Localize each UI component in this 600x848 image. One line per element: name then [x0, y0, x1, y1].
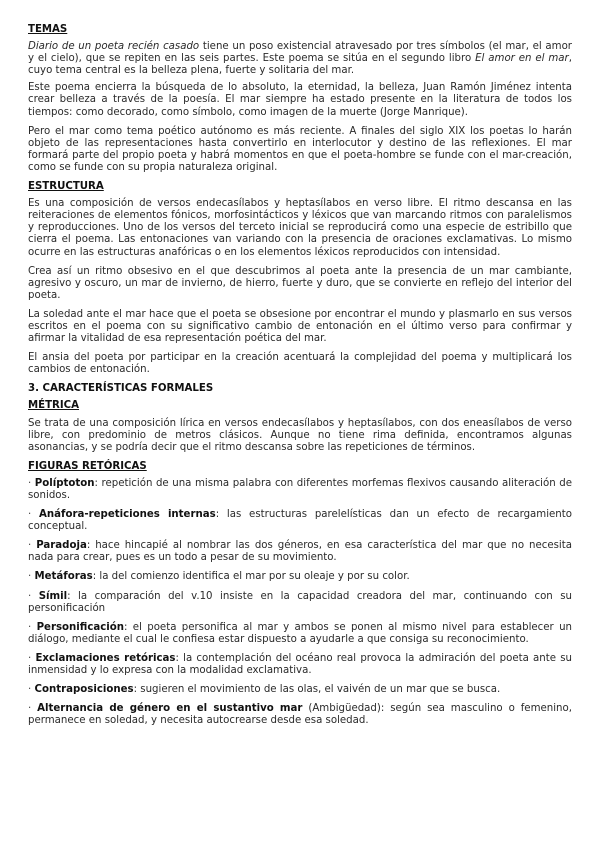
figure-description: : las estructuras parelelísticas dan un efecto de recargamiento conceptual.	[28, 509, 572, 533]
poem-book-title: Diario de un poeta recién casado	[28, 41, 200, 53]
figure-term: Personificación	[36, 621, 125, 633]
figure-description: : la del comienzo identifica el mar por su oleaje y por su color.	[92, 571, 410, 583]
list-item	[28, 591, 572, 615]
section-heading-metrica: MÉTRICA	[28, 400, 80, 412]
bullet-dot: ·	[28, 590, 32, 602]
bullet-dot: ·	[28, 652, 32, 664]
estructura-paragraph-1: Es una composición de versos endecasílabos y heptasílabos en verso libre. El ritmo descansa en las reiteraciones de elementos fónicos, morfosintácticos y léxicos que van marcando ritmos con paralelismos y reproducciones. Uno de los versos del terceto inicial se reproducirá como una especie de estribillo que cierra el poema. Las entonaciones van variando con la presencia de oraciones exclamativas. Lo mismo ocurre en las estructuras anafóricas o en los elementos léxicos reproducidos con intensidad.	[28, 198, 572, 258]
figure-description: : la comparación del v.10 insiste en la capacidad creadora del mar, continuando con su personificación	[28, 590, 572, 614]
figure-description: : sugieren el movimiento de las olas, el vaivén de un mar que se busca.	[133, 684, 501, 696]
section-heading-caracteristicas: 3. CARACTERÍSTICAS FORMALES	[28, 383, 214, 395]
temas-paragraph-3: Pero el mar como tema poético autónomo es más reciente. A finales del siglo XIX los poetas lo harán objeto de las representaciones hasta convertirlo en interlocutor y destino de las reflexiones. El mar formará parte del propio poeta y habrá momentos en que el poeta-hombre se funde con el mar-creación, como se funde con su propia naturaleza original.	[28, 125, 572, 173]
figure-description: : la contemplación del océano real provoca la admiración del poeta ante su inmensidad y lo expresa con la modalidad exclamativa.	[28, 652, 572, 677]
estructura-paragraph-3: La soledad ante el mar hace que el poeta se obsesione por encontrar el mundo y plasmarlo en sus versos escritos en el poema con su significativo cambio de entonación en el último verso para confirmar y afirmar la vitalidad de esa representación poética del mar.	[28, 308, 572, 345]
bullet-dot: ·	[28, 477, 32, 489]
figure-term: Metáforas	[34, 571, 93, 583]
list-item	[28, 653, 572, 677]
figure-term: Símil	[38, 590, 68, 602]
figure-description: : repetición de una misma palabra con diferentes morfemas flexivos causando aliteración de sonidos.	[28, 477, 572, 501]
figure-term: Exclamaciones retóricas	[35, 652, 176, 664]
figure-term: Anáfora-repeticiones internas	[39, 509, 216, 521]
list-item	[28, 509, 572, 533]
bullet-dot: ·	[28, 621, 32, 633]
figure-description: : el poeta personifica al mar y ambos se ponen al mismo nivel para establecer un diálogo, mediante el cual le confiesa estar dispuesto a ayudarle a que consiga su reconocimiento.	[28, 621, 572, 645]
list-item	[28, 571, 572, 583]
list-item	[28, 622, 572, 646]
figure-term: Paradoja	[36, 540, 87, 552]
estructura-paragraph-4: El ansia del poeta por participar en la creación acentuará la complejidad del poema y multiplicará los cambios de entonación.	[28, 352, 572, 376]
bullet-dot: ·	[28, 571, 32, 583]
figuras-list	[28, 478, 572, 728]
metrica-paragraph-1: Se trata de una composición lírica en versos endecasílabos y heptasílabos, con dos eneasílabos de verso libre, con predominio de metros clásicos. Aunque no tiene rima definida, encontramos algunas asonancias, y se podría decir que el ritmo descansa sobre las repeticiones de términos.	[28, 417, 572, 453]
section-heading-estructura: ESTRUCTURA	[28, 181, 104, 193]
list-item	[28, 540, 572, 564]
text-fragment: tiene un poso existencial atravesado por tres símbolos (el mar, el amor y el cielo), que se repiten en las seis partes. Este poema se sitúa en el segundo libro	[28, 41, 572, 65]
list-item	[28, 478, 572, 502]
figure-term: Contraposiciones	[34, 684, 134, 696]
bullet-dot: ·	[28, 509, 32, 521]
list-item	[28, 684, 572, 696]
list-item	[28, 703, 572, 727]
temas-paragraph-2: Este poema encierra la búsqueda de lo absoluto, la eternidad, la belleza, Juan Ramón Jiménez intenta crear belleza a través de la poesía. El mar siempre ha estado presente en la literatura de todos los tiempos: como decorado, como símbolo, como imagen de la muerte (Jorge Manrique).	[28, 82, 572, 118]
figure-description: (Ambigüedad): según sea masculino o femenino, permanece en soledad, y necesita autocrearse desde esa soledad.	[28, 703, 572, 727]
bullet-dot: ·	[28, 703, 32, 715]
figure-term: Alternancia de género en el sustantivo mar	[37, 703, 303, 715]
temas-paragraph-1	[28, 41, 572, 77]
book-title: El amor en el mar	[475, 53, 569, 65]
figure-description: : hace hincapié al nombrar las dos géneros, en esa característica del mar que no necesita nada para crear, pues es un todo a pesar de su movimiento.	[28, 540, 572, 564]
section-heading-figuras: FIGURAS RETÓRICAS	[28, 460, 147, 472]
estructura-paragraph-2: Crea así un ritmo obsesivo en el que descubrimos al poeta ante la presencia de un mar cambiante, agresivo y oscuro, un mar de invierno, de hierro, fuerte y duro, que se convierte en reflejo del interior del poeta.	[28, 265, 572, 301]
figure-term: Políptoton	[34, 477, 95, 489]
section-heading-temas: TEMAS	[28, 24, 68, 35]
bullet-dot: ·	[28, 540, 32, 552]
text-fragment: , cuyo tema central es la belleza plena, fuerte y solitaria del mar.	[28, 53, 572, 77]
bullet-dot: ·	[28, 684, 32, 696]
